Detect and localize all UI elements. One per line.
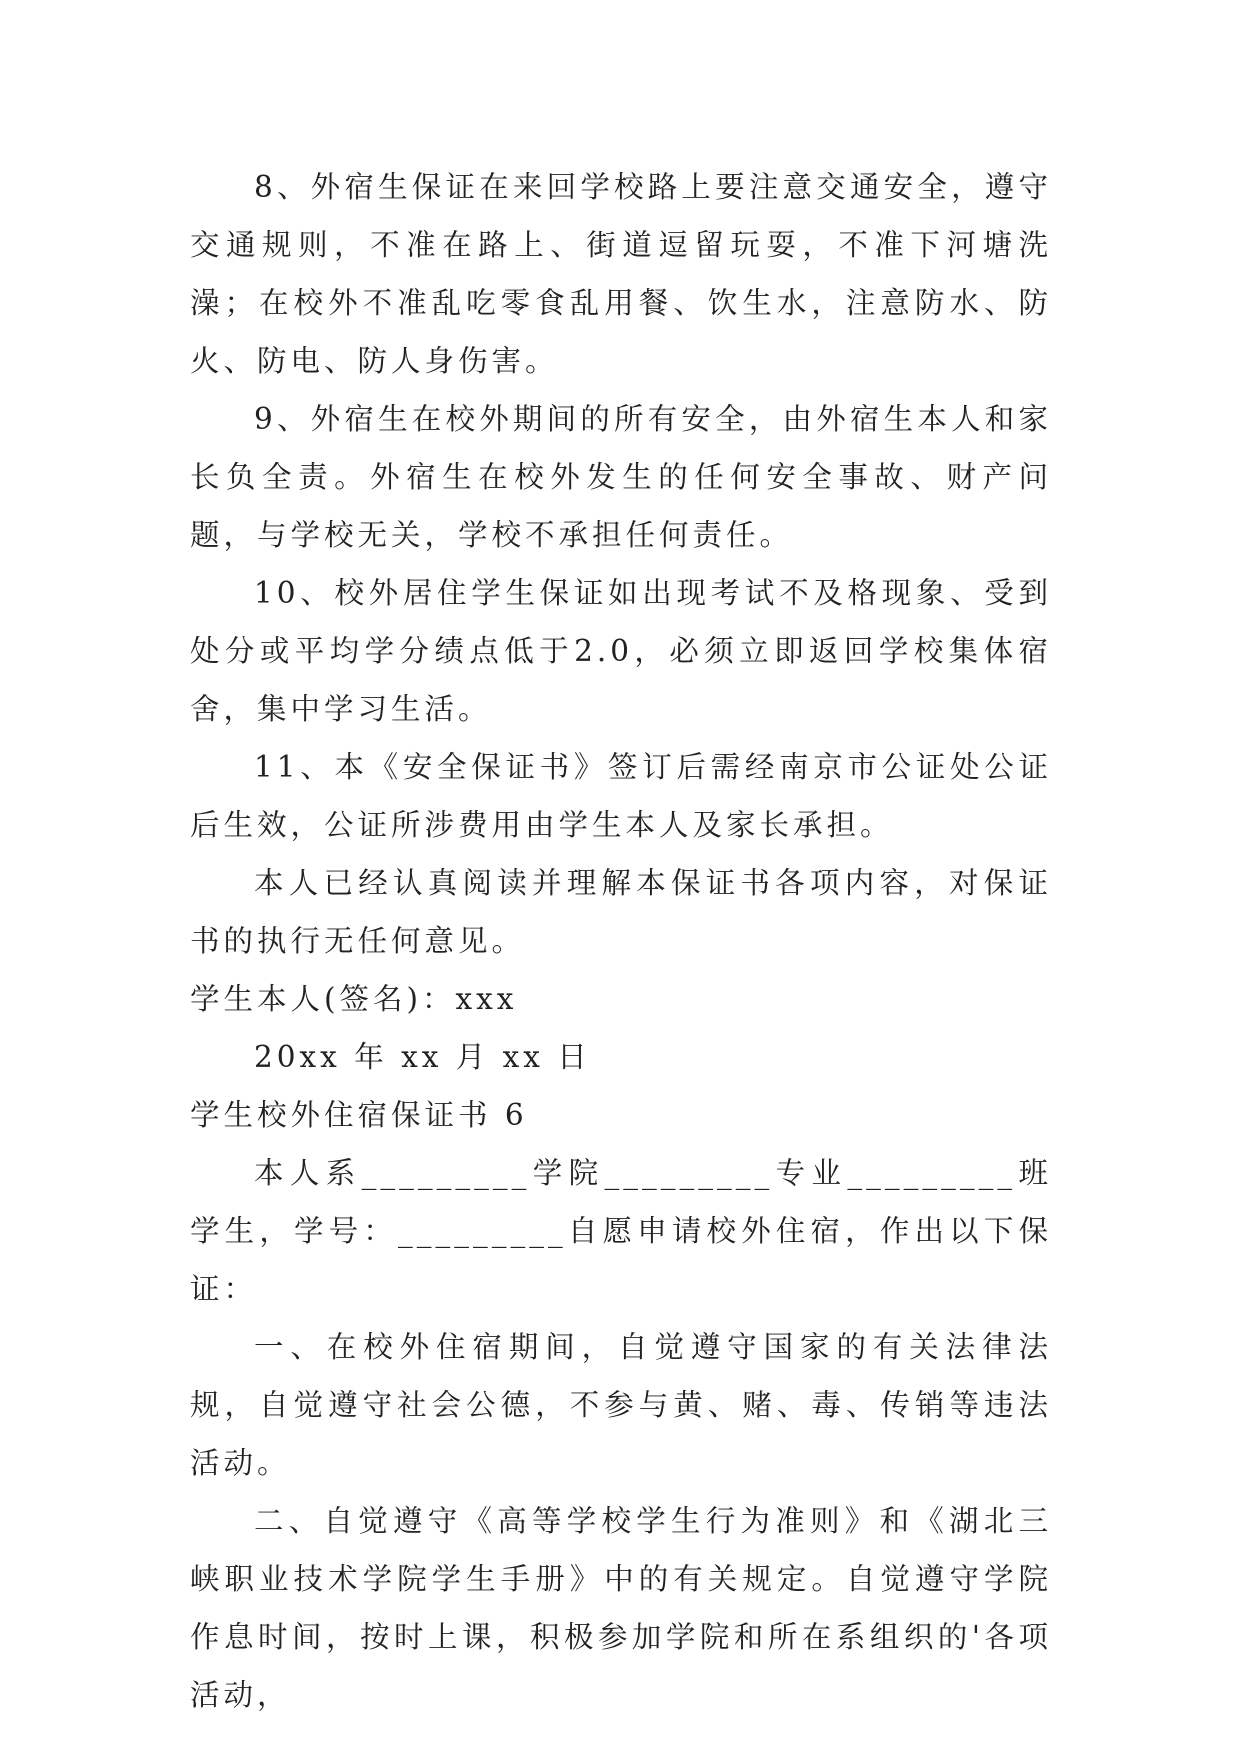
document-body [190, 158, 1052, 1724]
confirmation-paragraph: 本人已经认真阅读并理解本保证书各项内容，对保证书的执行无任何意见。 [190, 866, 1052, 958]
section-title: 学生校外住宿保证书 6 [190, 1098, 528, 1132]
clause-two-paragraph: 二、自觉遵守《高等学校学生行为准则》和《湖北三峡职业技术学院学生手册》中的有关规定。自觉遵守学院作息时间，按时上课，积极参加学院和所在系组织的'各项活动， [190, 1504, 1052, 1712]
student-signature-line: 学生本人(签名)：xxx [190, 982, 518, 1016]
intro-paragraph: 本人系_________学院_________专业_________班学生，学号：_________自愿申请校外住宿，作出以下保证： [190, 1156, 1052, 1306]
clause-one-paragraph: 一、在校外住宿期间，自觉遵守国家的有关法律法规，自觉遵守社会公德，不参与黄、赌、毒、传销等违法活动。 [190, 1330, 1052, 1480]
date-line: 20xx 年 xx 月 xx 日 [254, 1040, 591, 1074]
paragraph-item-8: 8、外宿生保证在来回学校路上要注意交通安全，遵守交通规则，不准在路上、街道逗留玩耍，不准下河塘洗澡；在校外不准乱吃零食乱用餐、饮生水，注意防水、防火、防电、防人身伤害。 [190, 170, 1052, 378]
paragraph-item-9: 9、外宿生在校外期间的所有安全，由外宿生本人和家长负全责。外宿生在校外发生的任何安全事故、财产问题，与学校无关，学校不承担任何责任。 [190, 402, 1052, 552]
paragraph-item-11: 11、本《安全保证书》签订后需经南京市公证处公证后生效，公证所涉费用由学生本人及家长承担。 [190, 750, 1052, 842]
paragraph-item-10: 10、校外居住学生保证如出现考试不及格现象、受到处分或平均学分绩点低于2.0，必须立即返回学校集体宿舍，集中学习生活。 [190, 576, 1052, 726]
